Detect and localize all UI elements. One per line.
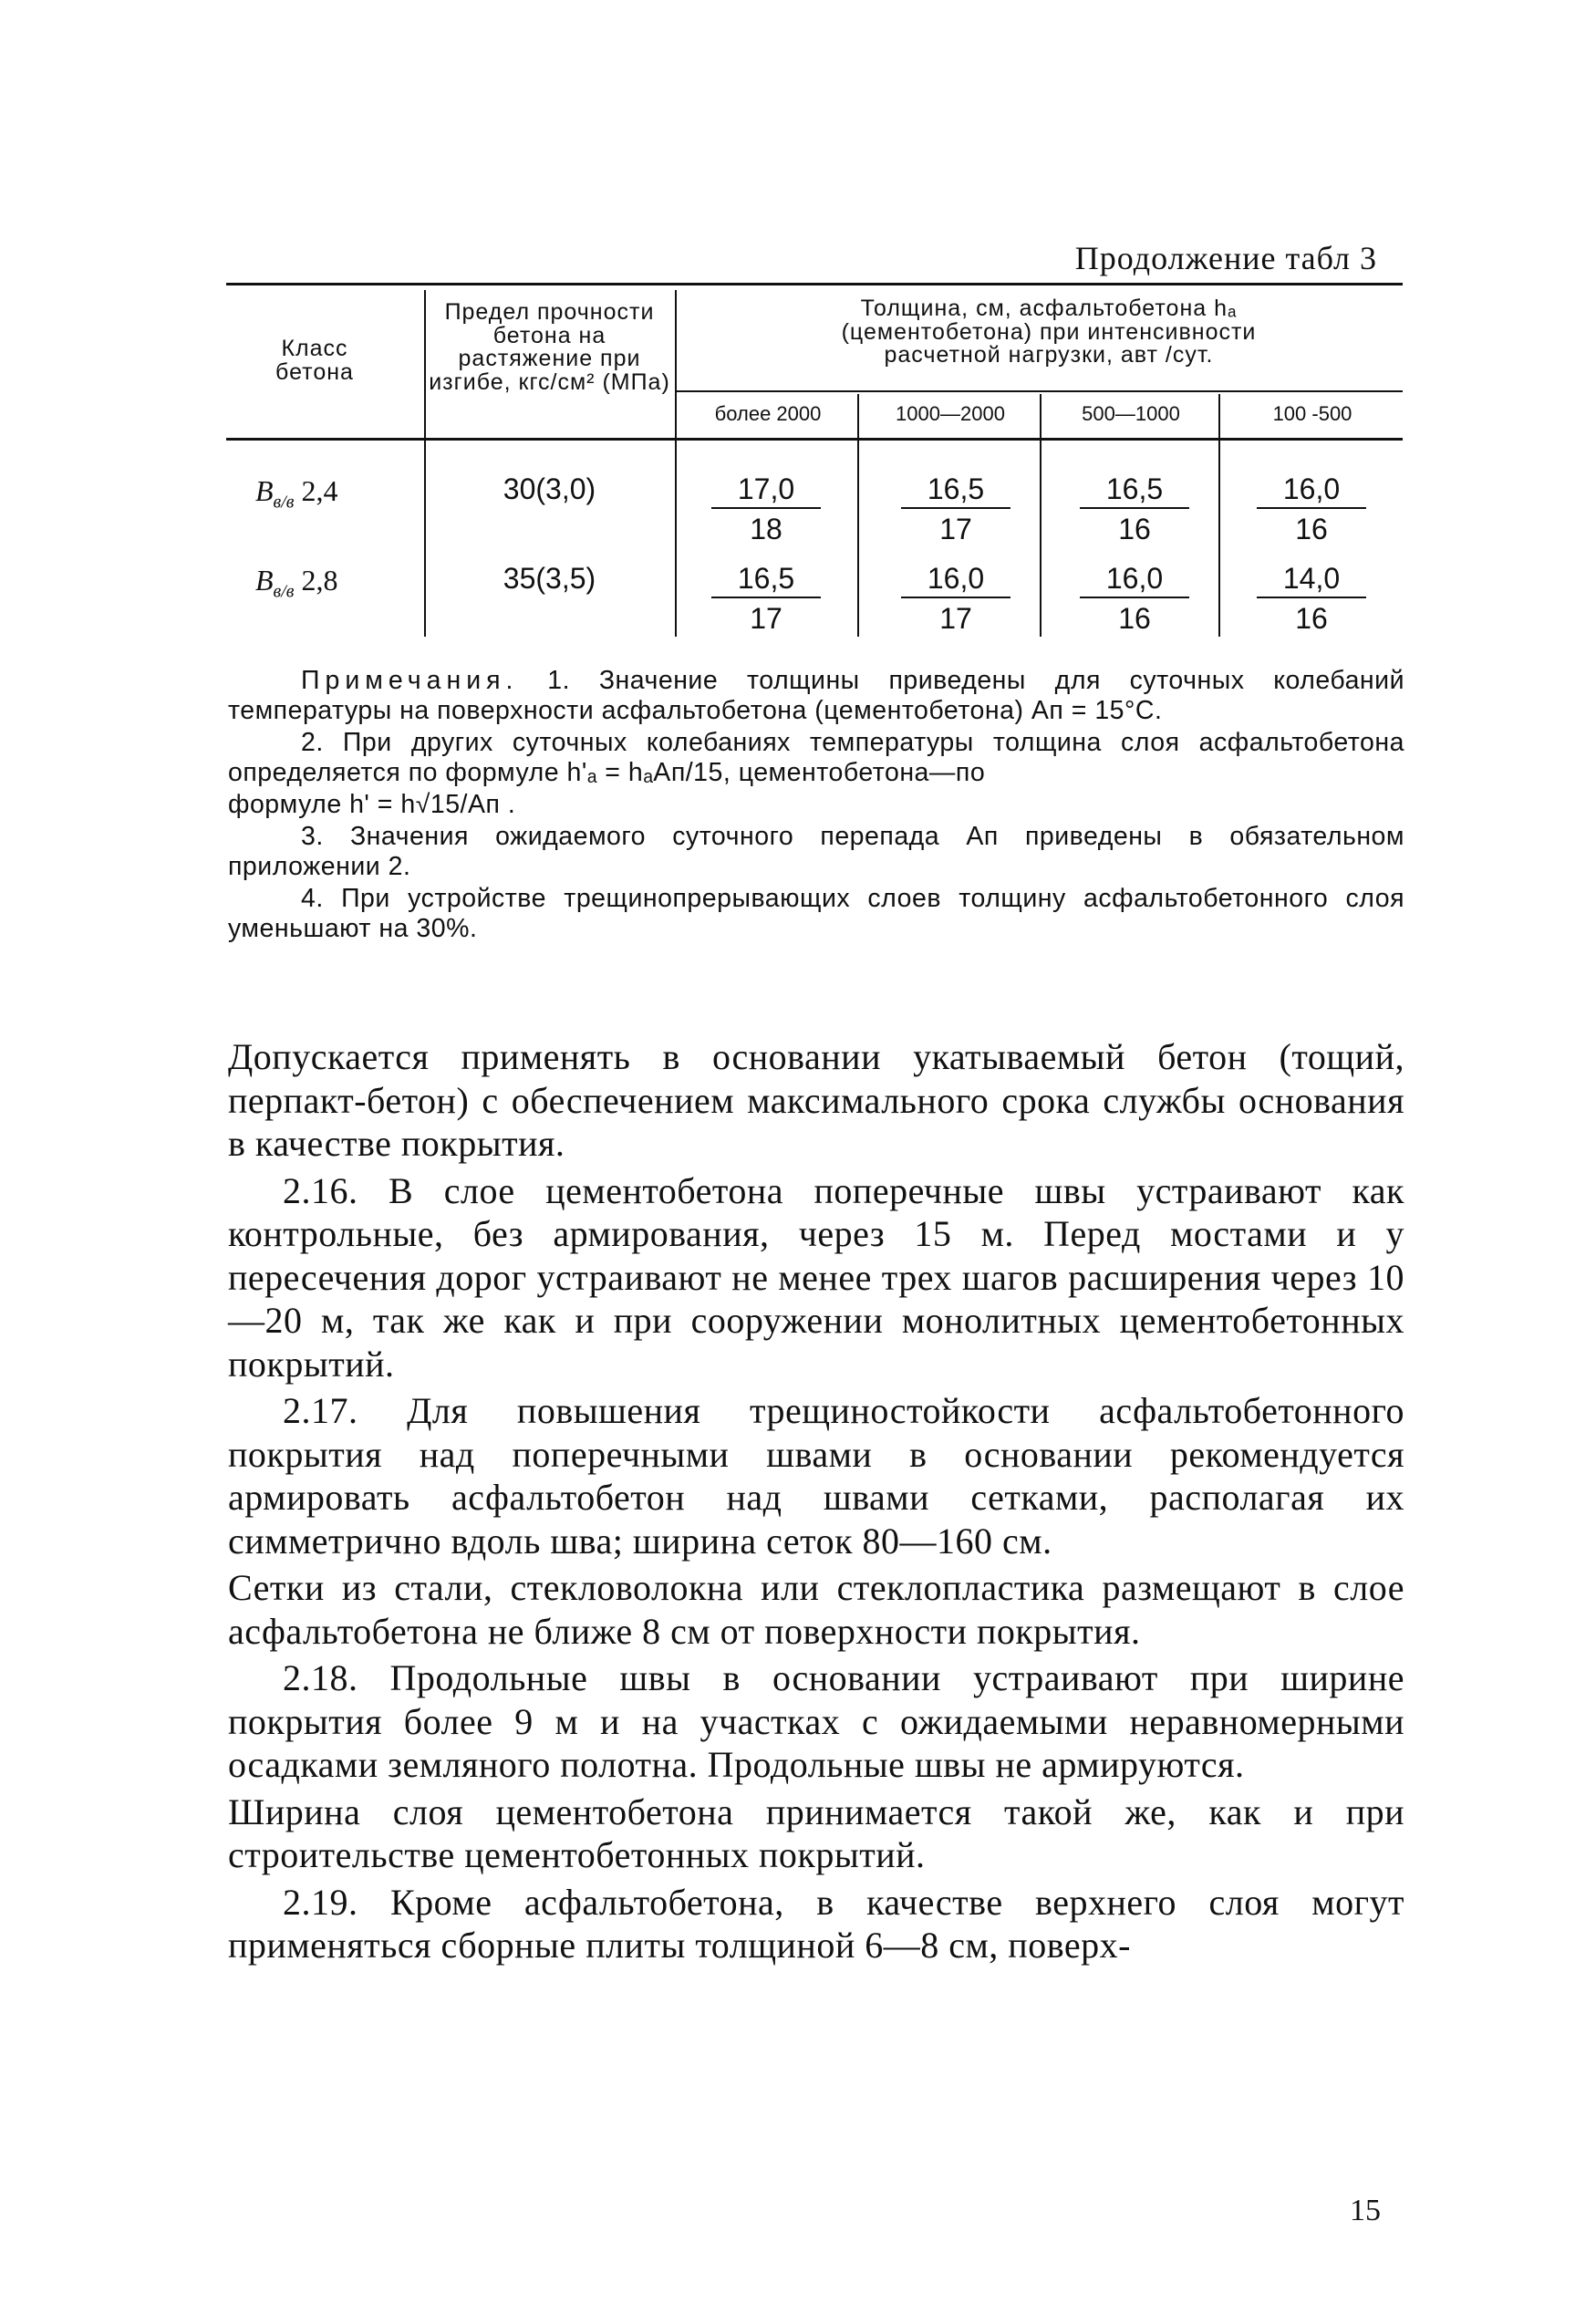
notes-title: Примечания. — [301, 666, 519, 695]
note-4: 4. При устройстве трещинопрерывающих слоев толщину асфальтобетонного слоя уменьшают на 30%. — [228, 884, 1404, 943]
header-strength: Предел прочности бетона на растяжение при изгибе, кгс/см² (МПа) — [429, 299, 670, 395]
note-3: 3. Значения ожидаемого суточного перепада Aп приведены в обязательном приложении 2. — [228, 822, 1404, 881]
header-thickness-group: Толщина, см, асфальтобетона hₐ (цементобетона) при интенсивности расчетной нагрузки, авт /сут. — [841, 296, 1257, 368]
thickness-fraction: $\frac{16,5}{16}$ — [1080, 474, 1189, 544]
paragraph: 2.18. Продольные швы в основании устраивают при ширине покрытия более 9 м и на участках с ожидаемыми неравномерными осадками земляного полотна. Продольные швы не армируются. — [228, 1657, 1404, 1785]
page-number: 15 — [1350, 2194, 1381, 2227]
paragraph: Допускается применять в основании укатываемый бетон (тощий, перпакт-бетон) с обеспечением максимального срока службы основания в качестве покрытия. — [228, 1036, 1404, 1164]
table-header-bottom-rule — [226, 438, 1403, 441]
body-text — [228, 1035, 1404, 1971]
row-class-label: $В_{в/в}$ 2,8 — [255, 564, 338, 602]
thickness-fraction: $\frac{16,5}{17}$ — [711, 564, 821, 633]
note-1-text: 1. Значение толщины приведены для суточных колебаний температуры на поверхности асфальтобетона (цементобетона) Aп = 15°С. — [228, 666, 1404, 725]
note-2-formula: формуле h' = h√15/Aп . — [228, 790, 516, 819]
paragraph: Ширина слоя цементобетона принимается такой же, как и при строительстве цементобетонных покрытий. — [228, 1790, 1404, 1875]
thickness-fraction: $\frac{16,5}{17}$ — [901, 474, 1010, 544]
table-col-divider — [1218, 394, 1220, 637]
table-col-divider — [857, 394, 859, 637]
row-strength-value: 30(3,0) — [503, 472, 596, 505]
thickness-fraction: $\frac{17,0}{18}$ — [711, 474, 821, 544]
header-intensity-col: более 2000 — [714, 402, 822, 425]
paragraph: 2.17. Для повышения трещиностойкости асфальтобетонного покрытия над поперечными швами в основании рекомендуется армировать асфальтобетон над швами сетками, располагая их симметрично вдоль шва; ширина сеток 80—160 см. — [228, 1390, 1404, 1562]
table-subheader-rule — [675, 390, 1403, 392]
thickness-fraction: $\frac{16,0}{17}$ — [901, 564, 1010, 633]
note-2: 2. При других суточных колебаниях температуры толщина слоя асфальтобетона определяется по формуле h'ₐ = hₐAп/15, цементобетона—по — [228, 728, 1404, 787]
note-1 — [228, 666, 1404, 726]
paragraph: 2.19. Кроме асфальтобетона, в качестве верхнего слоя могут применяться сборные плиты толщиной 6—8 см, поверх- — [228, 1881, 1404, 1966]
thickness-fraction: $\frac{16,0}{16}$ — [1257, 474, 1366, 544]
row-strength-value: 35(3,5) — [503, 562, 596, 595]
table-continuation-label: Продолжение табл 3 — [1074, 240, 1377, 276]
table-col-divider — [675, 290, 677, 637]
paragraph: Сетки из стали, стекловолокна или стеклопластика размещают в слое асфальтобетона не ближе 8 см от поверхности покрытия. — [228, 1567, 1404, 1652]
table-top-rule — [226, 283, 1403, 285]
thickness-fraction: $\frac{16,0}{16}$ — [1080, 564, 1189, 633]
table-col-divider — [1040, 394, 1042, 637]
table-col-divider — [424, 290, 426, 637]
table-notes — [228, 666, 1404, 946]
header-intensity-col: 1000—2000 — [896, 402, 1005, 425]
header-class: Класс бетона — [275, 336, 354, 385]
header-intensity-col: 500—1000 — [1082, 402, 1180, 425]
header-intensity-col: 100 -500 — [1272, 402, 1352, 425]
thickness-fraction: $\frac{14,0}{16}$ — [1257, 564, 1366, 633]
row-class-label: $В_{в/в}$ 2,4 — [255, 474, 338, 513]
paragraph: 2.16. В слое цементобетона поперечные швы устраивают как контрольные, без армирования, через 15 м. Перед мостами и у пересечения дорог устраивают не менее трех шагов расширения через 10—20 м, так же как и при сооружении монолитных цементобетонных покрытий. — [228, 1169, 1404, 1385]
